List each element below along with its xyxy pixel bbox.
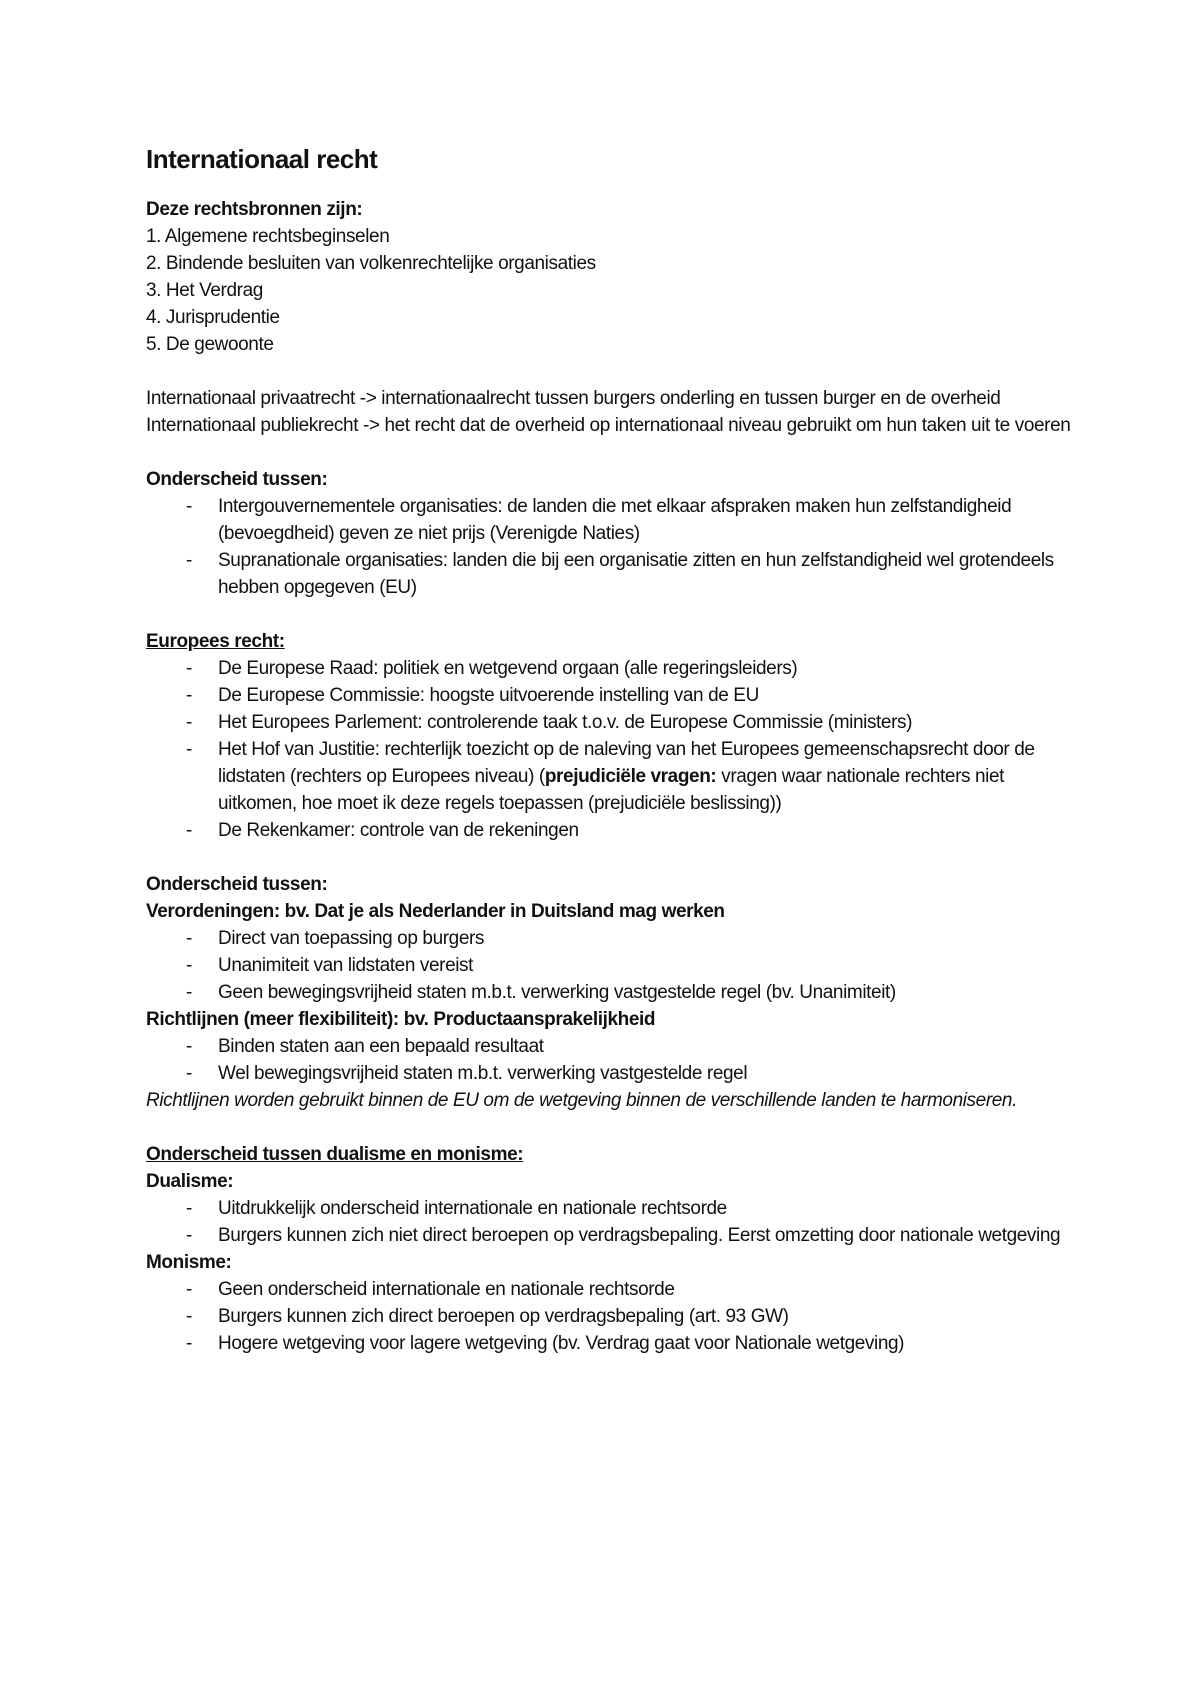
dash-bullet: - (186, 1279, 192, 1300)
dash-bullet: - (186, 1225, 192, 1246)
list-item: - Burgers kunnen zich direct beroepen op verdragsbepaling (art. 93 GW) (146, 1303, 1086, 1330)
list-item: - Burgers kunnen zich niet direct beroepen op verdragsbepaling. Eerst omzetting door nationale wetgeving (146, 1222, 1086, 1249)
source-item: 3. Het Verdrag (146, 280, 263, 301)
dualism-list (146, 1195, 1086, 1249)
dash-bullet: - (186, 712, 192, 733)
list-item: - Geen onderscheid internationale en nationale rechtsorde (146, 1276, 1086, 1303)
eu-law-list (146, 655, 1086, 844)
definition-private: Internationaal privaatrecht -> internationaalrecht tussen burgers onderling en tussen burger en de overheid (146, 388, 1001, 409)
dash-bullet: - (186, 1198, 192, 1219)
list-item: - Binden staten aan een bepaald resultaat (146, 1033, 1086, 1060)
dash-bullet: - (186, 1306, 192, 1327)
organisations-heading: Onderscheid tussen: (146, 469, 328, 490)
page-title: Internationaal recht (146, 144, 378, 174)
source-item: 5. De gewoonte (146, 334, 274, 355)
dash-bullet: - (186, 658, 192, 679)
list-item: - Het Europees Parlement: controlerende taak t.o.v. de Europese Commissie (ministers) (146, 709, 1086, 736)
directives-list (146, 1033, 1086, 1087)
dash-bullet: - (186, 955, 192, 976)
dash-bullet: - (186, 1036, 192, 1057)
directives-note: Richtlijnen worden gebruikt binnen de EU om de wetgeving binnen de verschillende landen te harmoniseren. (146, 1090, 1017, 1111)
list-item: - Wel bewegingsvrijheid staten m.b.t. verwerking vastgestelde regel (146, 1060, 1086, 1087)
dash-bullet: - (186, 1333, 192, 1354)
organisations-list (146, 493, 1086, 601)
list-item: - Hogere wetgeving voor lagere wetgeving (bv. Verdrag gaat voor Nationale wetgeving) (146, 1330, 1086, 1357)
list-item: - Uitdrukkelijk onderscheid internationale en nationale rechtsorde (146, 1195, 1086, 1222)
dash-bullet: - (186, 496, 192, 517)
definition-public: Internationaal publiekrecht -> het recht dat de overheid op internationaal niveau gebruikt om hun taken uit te voeren (146, 415, 1071, 436)
dash-bullet: - (186, 685, 192, 706)
list-item: - De Rekenkamer: controle van de rekeningen (146, 817, 1086, 844)
directives-heading: Richtlijnen (meer flexibiliteit): bv. Productaansprakelijkheid (146, 1009, 656, 1030)
eu-law-heading: Europees recht: (146, 631, 285, 652)
list-item-court: - Het Hof van Justitie: rechterlijk toezicht op de naleving van het Europees gemeenschapsrecht door de lidstaten (rechters op Europees niveau) (prejudiciële vragen: vragen waar nationale rechters niet uitkomen, hoe moet ik deze regels toepassen (prejudiciële beslissing)) (146, 736, 1086, 817)
monism-list (146, 1276, 1086, 1357)
list-item: - Supranationale organisaties: landen die bij een organisatie zitten en hun zelfstandigheid wel grotendeels hebben opgegeven (EU) (146, 547, 1086, 601)
document-page (146, 142, 1086, 1357)
monism-heading: Monisme: (146, 1252, 232, 1273)
dash-bullet: - (186, 982, 192, 1003)
dash-bullet: - (186, 550, 192, 571)
dash-bullet: - (186, 1063, 192, 1084)
regulations-list (146, 925, 1086, 1006)
source-item: 4. Jurisprudentie (146, 307, 280, 328)
source-item: 1. Algemene rechtsbeginselen (146, 226, 390, 247)
dash-bullet: - (186, 739, 192, 760)
list-item: - Direct van toepassing op burgers (146, 925, 1086, 952)
dash-bullet: - (186, 820, 192, 841)
list-item: - Intergouvernementele organisaties: de landen die met elkaar afspraken maken hun zelfstandigheid (bevoegdheid) geven ze niet prijs (Verenigde Naties) (146, 493, 1086, 547)
dualism-heading: Dualisme: (146, 1171, 234, 1192)
source-item: 2. Bindende besluiten van volkenrechtelijke organisaties (146, 253, 596, 274)
sources-heading: Deze rechtsbronnen zijn: (146, 199, 363, 220)
dualism-monism-heading: Onderscheid tussen dualisme en monisme: (146, 1144, 524, 1165)
instruments-heading: Onderscheid tussen: (146, 874, 328, 895)
list-item: - Geen bewegingsvrijheid staten m.b.t. verwerking vastgestelde regel (bv. Unanimiteit) (146, 979, 1086, 1006)
dash-bullet: - (186, 928, 192, 949)
regulations-heading: Verordeningen: bv. Dat je als Nederlander in Duitsland mag werken (146, 901, 725, 922)
prejudicial-questions-term: prejudiciële vragen: (544, 766, 717, 787)
list-item: - Unanimiteit van lidstaten vereist (146, 952, 1086, 979)
list-item: - De Europese Raad: politiek en wetgevend orgaan (alle regeringsleiders) (146, 655, 1086, 682)
list-item: - De Europese Commissie: hoogste uitvoerende instelling van de EU (146, 682, 1086, 709)
